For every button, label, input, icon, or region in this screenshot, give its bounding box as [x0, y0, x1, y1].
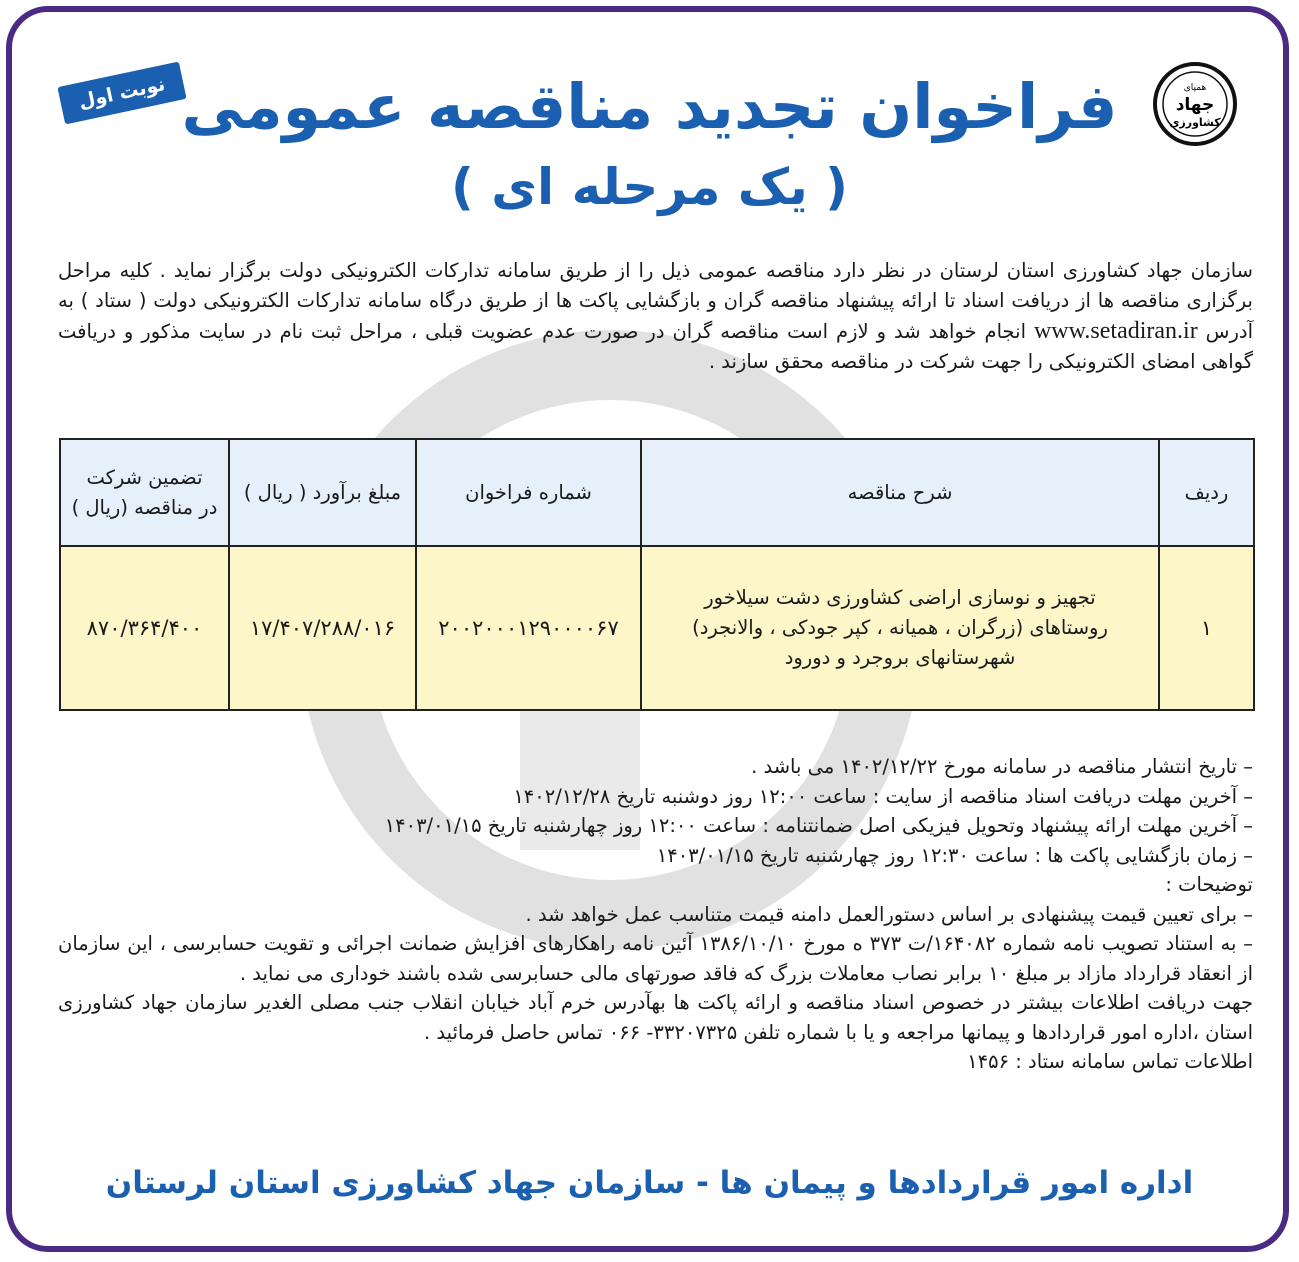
document-deadline-line: – آخرین مهلت دریافت اسناد مناقصه از سایت : ساعت ۱۲:۰۰ روز دوشنبه تاریخ ۱۴۰۲/۱۲/۲۸ — [513, 784, 1253, 808]
logo-top-text: جهاد — [1175, 95, 1215, 115]
cell-estimate: ۱۷/۴۰۷/۲۸۸/۰۱۶ — [229, 546, 416, 710]
details-section — [58, 752, 1253, 1077]
price-note-line: – برای تعیین قیمت پیشنهادی بر اساس دستورالعمل دامنه قیمت متناسب عمل خواهد شد . — [525, 902, 1253, 926]
cell-call-number: ۲۰۰۲۰۰۰۱۲۹۰۰۰۰۶۷ — [416, 546, 641, 710]
footer-organization: اداره امور قراردادها و پیمان ها - سازمان جهاد کشاورزی استان لرستان — [105, 1165, 1194, 1201]
cell-description: تجهیز و نوسازی اراضی کشاورزی دشت سیلاخور روستاهای (زرگران ، همیانه ، کپر جودکی ، والانجرد) شهرستانهای بروجرد و دورود — [641, 546, 1159, 710]
page-subtitle: ( یک مرحله ای ) — [450, 158, 849, 216]
publish-date-line: – تاریخ انتشار مناقصه در سامانه مورخ ۱۴۰۲/۱۲/۲۲ می باشد . — [751, 755, 1253, 778]
setad-contact-line: اطلاعات تماس سامانه ستاد : ۱۴۵۶ — [967, 1050, 1253, 1073]
header-guarantee-line1: تضمین شرکت — [86, 465, 203, 489]
cell-row-number: ۱ — [1159, 546, 1254, 710]
header-guarantee-line2: در مناقصه (ریال ) — [71, 495, 218, 519]
header-call-number: شماره فراخوان — [416, 439, 641, 546]
intro-paragraph — [58, 256, 1253, 377]
table-row — [60, 546, 1254, 710]
intro-text-2: انجام خواهد شد و لازم است مناقصه گران در صورت عدم عضویت قبلی ، مراحل ثبت نام در سایت مذکور و دریافت گواهی امضای الکترونیکی را جهت شرکت در مناقصه محقق سازند . — [58, 320, 1253, 373]
table-header-row — [60, 439, 1254, 546]
regulation-note-line: – به استناد تصویب نامه شماره ۱۶۴۰۸۲/ت ۳۷۳ ه مورخ ۱۳۸۶/۱۰/۱۰ آئین نامه راهکارهای افزایش ضمانت اجرائی و تقویت حسابرسی ، این سازمان از انعقاد قرارداد مازاد بر مبلغ ۱۰ برابر نصاب معاملات بزرگ که فاقد صورتهای مالی حسابرسی شده باشند خوداری می نماید . — [58, 932, 1253, 985]
first-notice-badge: نوبت اول — [57, 62, 186, 125]
bid-deadline-line: – آخرین مهلت ارائه پیشنهاد وتحویل فیزیکی اصل ضمانتنامه : ساعت ۱۲:۰۰ روز چهارشنبه تاریخ ۱۴۰۳/۰۱/۱۵ — [384, 814, 1253, 837]
header-description: شرح مناقصه — [641, 439, 1159, 546]
tender-table — [59, 438, 1255, 711]
intro-text-1: سازمان جهاد کشاورزی استان لرستان در نظر دارد مناقصه عمومی ذیل را از طریق سامانه تدارکات الکترونیکی دولت برگزار نماید . کلیه مراحل برگزاری مناقصه ها از دریافت اسناد تا ارائه پیشنهاد مناقصه گران و بازگشایی پاکت ها از طریق درگاه سامانه تدارکات الکترونیکی دولت ( ستاد ) به آدرس — [58, 259, 1253, 343]
header-estimate: مبلغ برآورد ( ریال ) — [229, 439, 416, 546]
setad-url-link[interactable]: www.setadiran.ir — [1033, 318, 1198, 344]
header-row-number: ردیف — [1159, 439, 1254, 546]
opening-time-line: – زمان بازگشایی پاکت ها : ساعت ۱۲:۳۰ روز چهارشنبه تاریخ ۱۴۰۳/۰۱/۱۵ — [656, 843, 1253, 867]
header-guarantee — [60, 439, 229, 546]
logo-small-text: همپای — [1183, 83, 1207, 93]
page-title: فراخوان تجدید مناقصه عمومی — [181, 70, 1118, 143]
logo-bottom-text: کشاورزی — [1169, 116, 1221, 129]
contact-info-line: جهت دریافت اطلاعات بیشتر در خصوص اسناد مناقصه و ارائه پاکت ها بهآدرس خرم آباد خیابان انقلاب جنب مصلی الغدیر سازمان جهاد کشاورزی استان ،اداره امور قراردادها و پیمانها مراجعه و یا با شماره تلفن ۳۳۲۰۷۳۲۵- ۰۶۶ تماس حاصل فرمائید . — [58, 991, 1253, 1044]
cell-guarantee: ۸۷۰/۳۶۴/۴۰۰ — [60, 546, 229, 710]
notes-heading: توضیحات : — [1165, 873, 1253, 896]
